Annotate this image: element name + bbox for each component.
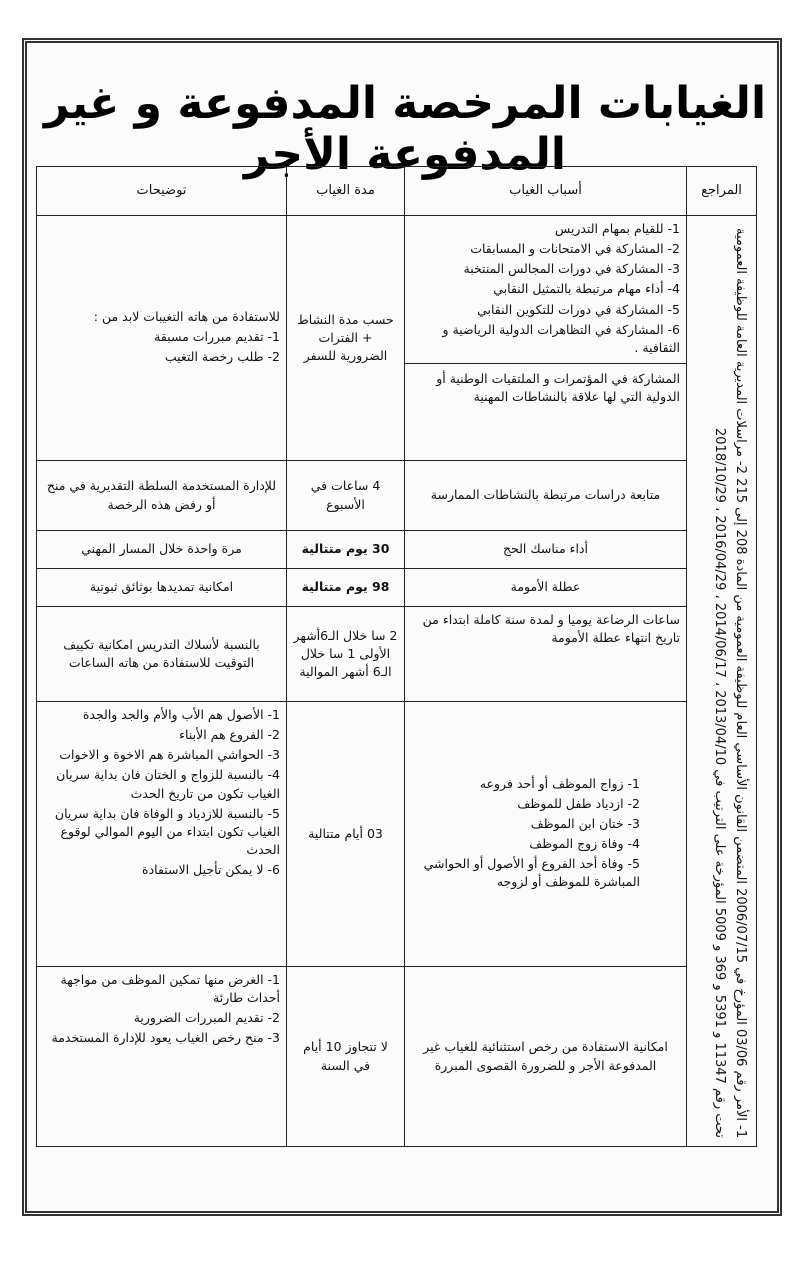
- list-item: 1- زواج الموظف أو أحد فروعه: [479, 775, 640, 791]
- notes-cell: للإدارة المستخدمة السلطة التقديرية في منح أو رفض هذه الرخصة: [37, 461, 287, 531]
- reason-cell: امكانية الاستفادة من رخص استثنائية للغياب غير المدفوعة الأجر و للضرورة القصوى المبررة: [405, 967, 687, 1147]
- notes-cell: [37, 216, 287, 461]
- header-duration: مدة الغياب: [287, 167, 405, 216]
- table-header-row: [37, 167, 757, 216]
- duration-cell: لا تتجاوز 10 أيام في السنة: [287, 967, 405, 1147]
- reason-cell: متابعة دراسات مرتبطة بالنشاطات الممارسة: [405, 461, 687, 531]
- notes-cell: امكانية تمديدها بوثائق ثبوتية: [37, 569, 287, 607]
- list-item: 1- الغرض منها تمكين الموظف من مواجهة أحداث طارئة: [60, 972, 280, 1006]
- references-cell: [687, 216, 757, 1147]
- list-item: 1- تقديم مبررات مسبقة: [154, 328, 280, 344]
- list-item: 6- لا يمكن تأجيل الاستفادة: [142, 862, 280, 877]
- list-item: 2- تقديم المبررات الضرورية: [133, 1010, 280, 1026]
- list-item: 5- المشاركة في دورات للتكوين النقابي: [477, 301, 680, 317]
- list-item: 2- المشاركة في الامتحانات و المسابقات: [470, 241, 680, 257]
- table-row: [37, 607, 757, 702]
- list-item: 6- المشاركة في التظاهرات الدولية الرياضية و الثقافية .: [442, 321, 680, 355]
- reason-list: [411, 220, 680, 357]
- table-row: [37, 569, 757, 607]
- list-item: 2- الفروع هم الأبناء: [179, 727, 280, 743]
- list-item: 3- الحواشي المباشرة هم الاخوة و الاخوات: [59, 747, 280, 763]
- notes-cell: بالنسبة لأسلاك التدريس امكانية تكييف التوقيت للاستفادة من هاته الساعات: [37, 607, 287, 702]
- header-reasons: أسباب الغياب: [405, 167, 687, 216]
- header-references: المراجع: [687, 167, 757, 216]
- document-title: الغيابات المرخصة المدفوعة و غير المدفوعة الأجر: [43, 78, 767, 180]
- reason-cell: عطلة الأمومة: [405, 569, 687, 607]
- list-item: 3- المشاركة في دورات المجالس المنتخبة: [463, 261, 680, 277]
- notes-list: [43, 706, 280, 879]
- references-text: 1- الأمر رقم 03/06 المؤرخ في 2006/07/15 المتضمن القانون الأساسي العام للوظيفة العمومية من المادة 208 إلى 215 2- مراسلات المديرية العامة للوظيفة العمومية تحت رقم 11347 و 5391 و 369 و 5009 المؤرخة على الترتيب في 2013/04/10 ، 2014/06/17 ، 2016/04/29 ، 2018/10/29: [712, 227, 748, 1138]
- duration-cell: 30 يوم متتالية: [287, 531, 405, 569]
- notes-cell: [37, 967, 287, 1147]
- reason-cell: أداء مناسك الحج: [405, 531, 687, 569]
- reason-list: [411, 775, 680, 892]
- list-item: 2- ازدياد طفل للموظف: [517, 795, 640, 811]
- header-notes: توضيحات: [37, 167, 287, 216]
- table-row: [37, 216, 757, 461]
- list-item: 4- أداء مهام مرتبطة بالتمثيل النقابي: [493, 281, 680, 297]
- notes-cell: مرة واحدة خلال المسار المهني: [37, 531, 287, 569]
- list-item: للاستفادة من هاته التغيبات لابد من :: [93, 308, 280, 324]
- duration-cell: 4 ساعات في الأسبوع: [287, 461, 405, 531]
- notes-cell: [37, 702, 287, 967]
- duration-cell: 03 أيام متتالية: [287, 702, 405, 967]
- duration-cell: 98 يوم متتالية: [287, 569, 405, 607]
- list-item: 1- الأصول هم الأب والأم والجد والجدة: [82, 707, 280, 722]
- list-item: 4- وفاة زوج الموظف: [529, 836, 640, 851]
- notes-list: [43, 308, 280, 366]
- list-item: 2- طلب رخصة التغيب: [164, 349, 280, 365]
- list-item: 3- منح رخص الغياب يعود للإدارة المستخدمة: [51, 1030, 280, 1046]
- reason-cell: [405, 702, 687, 967]
- list-item: 5- وفاة أحد الفروع أو الأصول أو الحواشي المباشرة للموظف أو لزوجه: [423, 856, 640, 890]
- list-item: 5- بالنسبة للازدياد و الوفاة فان بداية سريان الغياب تكون ابتداء من اليوم الموالي لوقوع الحدث: [54, 805, 280, 857]
- reason-cell: ساعات الرضاعة يوميا و لمدة سنة كاملة ابتداء من تاريخ انتهاء عطلة الأمومة: [405, 607, 687, 702]
- table-row: [37, 702, 757, 967]
- duration-cell: 2 سا خلال الـ6أشهر الأولى 1 سا خلال الـ6 أشهر الموالية: [287, 607, 405, 702]
- notes-list: [43, 971, 280, 1048]
- reason-cell: [405, 216, 687, 461]
- table-row: [37, 461, 757, 531]
- table-row: [37, 967, 757, 1147]
- list-item: 4- بالنسبة للزواج و الختان فان بداية سريان الغياب تكون من تاريخ الحدث: [56, 767, 280, 801]
- list-item: 3- ختان ابن الموظف: [530, 815, 640, 831]
- table-row: [37, 531, 757, 569]
- absences-table: [36, 166, 757, 1147]
- duration-cell: حسب مدة النشاط + الفترات الضرورية للسفر: [287, 216, 405, 461]
- extra-reason: المشاركة في المؤتمرات و الملتقيات الوطنية أو الدولية التي لها علاقة بالنشاطات المهنية: [405, 363, 686, 406]
- list-item: 1- للقيام بمهام التدريس: [554, 221, 680, 236]
